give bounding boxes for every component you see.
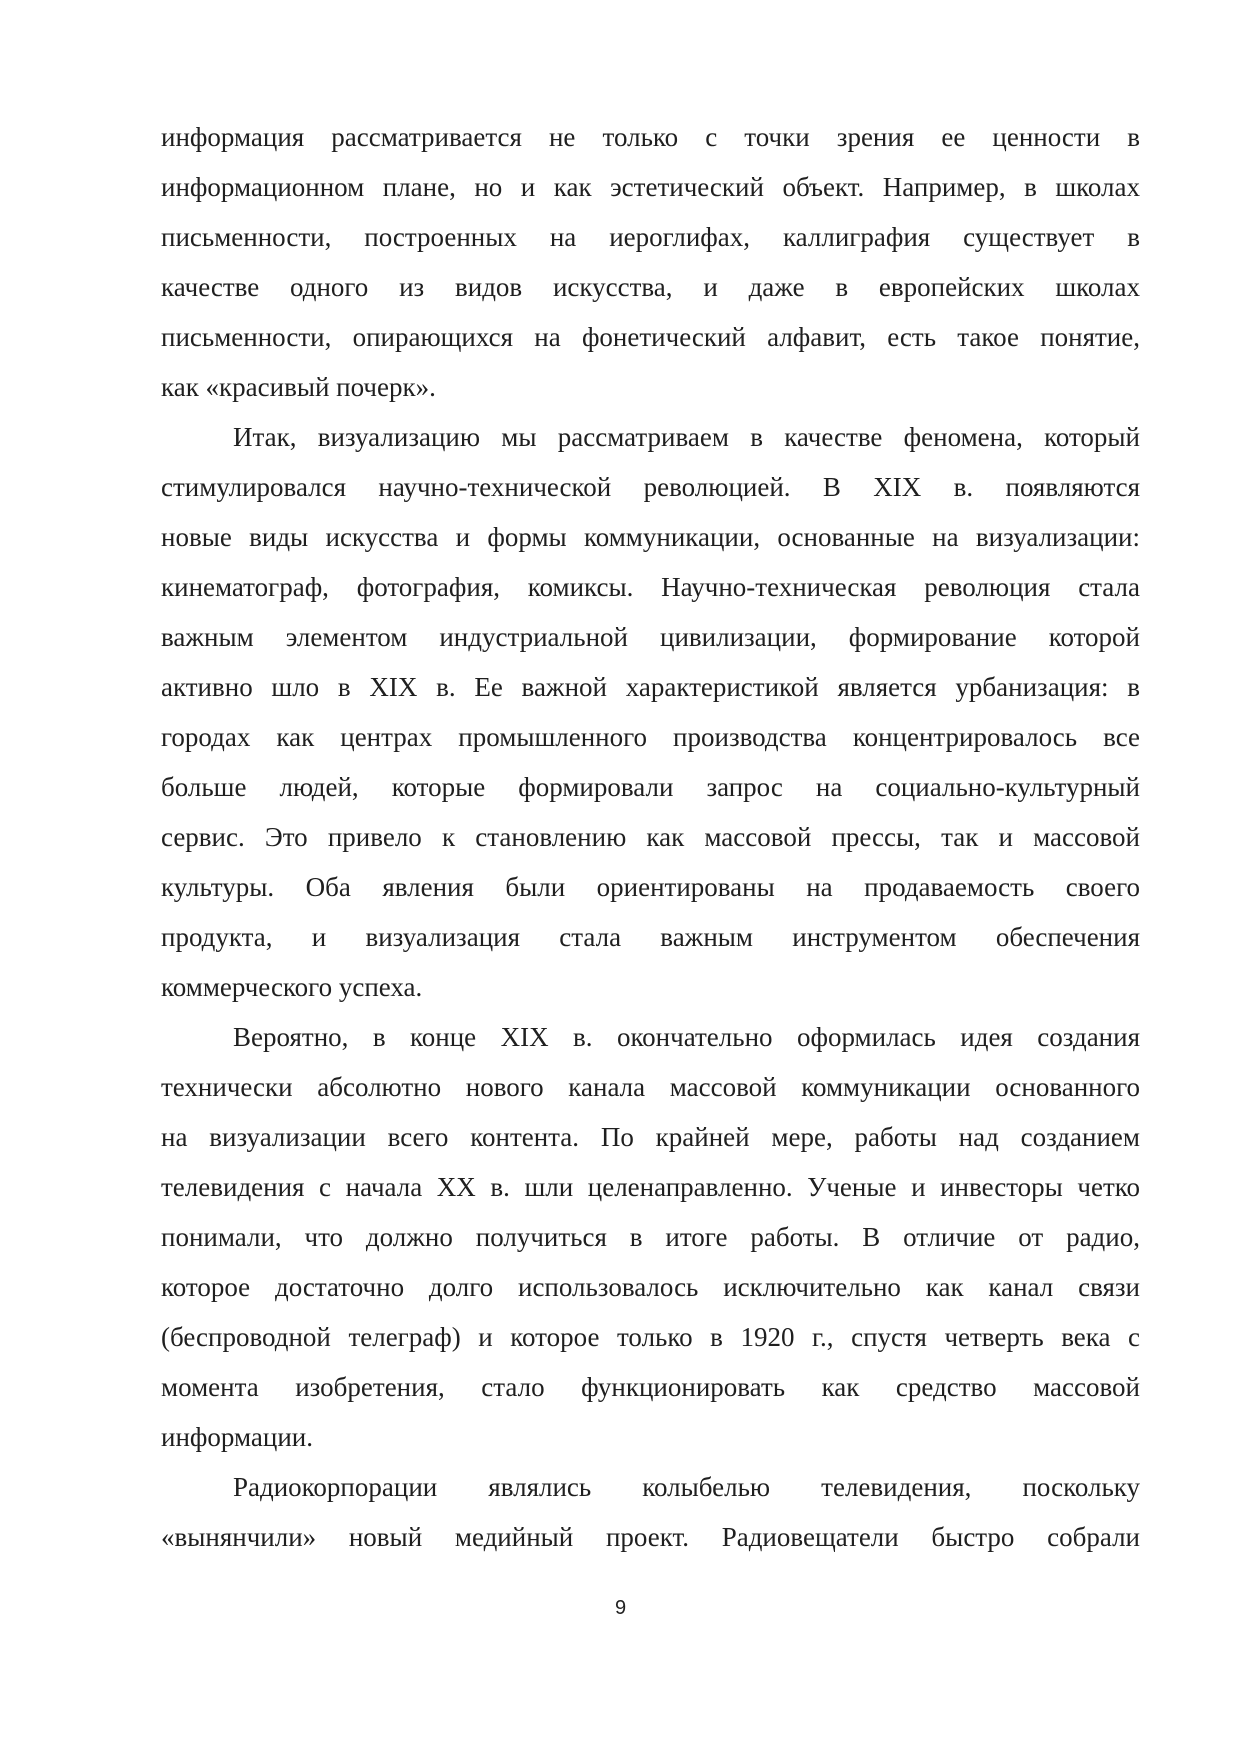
text-line: продукта, и визуализация стала важным инструментом обеспечения	[161, 922, 1140, 952]
text-line: информации.	[161, 1422, 313, 1452]
text-line: Вероятно, в конце XIX в. окончательно оформилась идея создания	[233, 1022, 1140, 1052]
text-line: больше людей, которые формировали запрос на социально-культурный	[161, 772, 1140, 802]
text-line: (беспроводной телеграф) и которое только в 1920 г., спустя четверть века с	[161, 1322, 1140, 1352]
paragraph-3	[161, 1012, 1140, 1462]
text-line: информационном плане, но и как эстетический объект. Например, в школах	[161, 172, 1140, 202]
paragraph-4	[161, 1462, 1140, 1562]
body-text	[161, 112, 1140, 1562]
paragraph-2	[161, 412, 1140, 1012]
text-line: «вынянчили» новый медийный проект. Радиовещатели быстро собрали	[161, 1522, 1140, 1552]
text-line: Итак, визуализацию мы рассматриваем в качестве феномена, который	[233, 422, 1140, 452]
text-line: коммерческого успеха.	[161, 972, 423, 1002]
paragraph-1	[161, 112, 1140, 412]
text-line: телевидения с начала XX в. шли целенаправленно. Ученые и инвесторы четко	[161, 1172, 1140, 1202]
text-line: информация рассматривается не только с точки зрения ее ценности в	[161, 122, 1140, 152]
text-line: письменности, опирающихся на фонетический алфавит, есть такое понятие,	[161, 322, 1140, 352]
text-line: активно шло в XIX в. Ее важной характеристикой является урбанизация: в	[161, 672, 1140, 702]
page-number: 9	[614, 1597, 627, 1619]
text-line: кинематограф, фотография, комиксы. Научно-техническая революция стала	[161, 572, 1140, 602]
text-line: сервис. Это привело к становлению как массовой прессы, так и массовой	[161, 822, 1140, 852]
text-line: понимали, что должно получиться в итоге работы. В отличие от радио,	[161, 1222, 1140, 1252]
text-line: новые виды искусства и формы коммуникации, основанные на визуализации:	[161, 522, 1140, 552]
text-line: технически абсолютно нового канала массовой коммуникации основанного	[161, 1072, 1140, 1102]
text-line: момента изобретения, стало функционировать как средство массовой	[161, 1372, 1140, 1402]
text-line: на визуализации всего контента. По крайней мере, работы над созданием	[161, 1122, 1140, 1152]
text-line: как «красивый почерк».	[161, 372, 436, 402]
text-line: Радиокорпорации являлись колыбелью телевидения, поскольку	[233, 1472, 1140, 1502]
text-line: важным элементом индустриальной цивилизации, формирование которой	[161, 622, 1140, 652]
text-line: стимулировался научно-технической революцией. В XIX в. появляются	[161, 472, 1140, 502]
text-line: городах как центрах промышленного производства концентрировалось все	[161, 722, 1140, 752]
text-line: качестве одного из видов искусства, и даже в европейских школах	[161, 272, 1140, 302]
text-line: культуры. Оба явления были ориентированы на продаваемость своего	[161, 872, 1140, 902]
text-line: которое достаточно долго использовалось исключительно как канал связи	[161, 1272, 1140, 1302]
text-line: письменности, построенных на иероглифах, каллиграфия существует в	[161, 222, 1140, 252]
